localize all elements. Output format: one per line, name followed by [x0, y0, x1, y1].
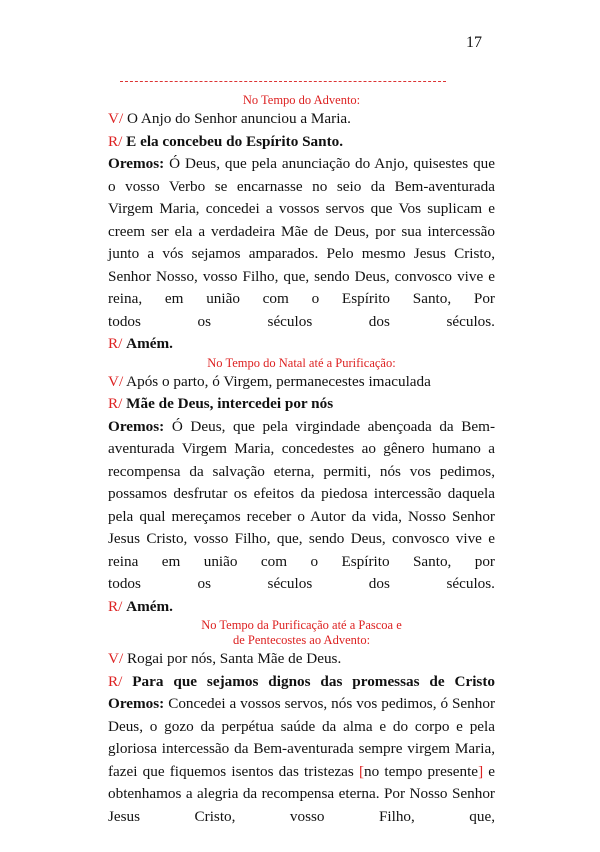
response-marker: R/ [108, 132, 123, 150]
prayer-text: Ó Deus, que pela virgindade abençoada da Bem-aventurada Virgem Maria, concedestes ao gênero humano a recompensa da salvação eterna, permiti, nós vos pedimos, possamos desfrutar os efeitos da piedosa intercessão daquela pela qual mereçamos receber o Autor da vida, Nosso Senhor Jesus Cristo, vosso Filho, que, sendo Deus, convosco vive e reina em união com o Espírito Santo, por [108, 417, 496, 570]
response-line [108, 671, 495, 694]
prayer-label: Oremos: [108, 417, 165, 435]
page-content [108, 93, 495, 828]
prayer-closing [108, 573, 495, 596]
amen-line [108, 333, 495, 356]
prayer-text-part1: Concedei a vossos servos, nós vos pedimos, ó Senhor Deus, o gozo da perpétua saúde da alma e do corpo e pela gloriosa intercessão da Bem-aventurada sempre virgem Maria, fazei que fiquemos isentos das tristezas [108, 695, 496, 780]
closing-word: dos [368, 312, 390, 330]
closing-word: os [197, 312, 211, 330]
response-text: Mãe de Deus, intercedei por nós [126, 395, 334, 412]
amen-line [108, 596, 495, 619]
bracket-close: ] [478, 762, 484, 780]
versicle-marker: V/ [108, 110, 124, 127]
prayer-label: Oremos: [108, 155, 165, 172]
amen-text: Amém. [126, 597, 173, 615]
bracket-open: [ [358, 762, 365, 780]
page-number: 17 [466, 34, 482, 51]
closing-word: todos [108, 312, 141, 330]
versicle-line [108, 371, 495, 394]
amen-text: Amém. [126, 335, 173, 352]
prayer-closing [108, 311, 495, 334]
versicle-marker: V/ [108, 650, 124, 667]
closing-word: séculos [267, 312, 313, 330]
section-caption: No Tempo do Advento: [242, 93, 361, 107]
prayer-text: Ó Deus, que pela anunciação do Anjo, quisestes que o vosso Verbo se encarnasse no seio da Bem-aventurada Virgem Maria, concedei a vossos servos que Vos suplicam e creem ser ela a verdadeira Mãe de Deus, por sua intercessão junto a vós sejamos amparados. Pelo mesmo Jesus Cristo, Senhor Nosso, vosso Filho, que, sendo Deus, convosco vive e reina, em união com o Espírito Santo, Por [108, 155, 495, 307]
closing-word: dos [368, 575, 390, 592]
versicle-text: Rogai por nós, Santa Mãe de Deus. [126, 650, 342, 667]
response-text: E ela concebeu do Espírito Santo. [126, 132, 344, 150]
section-caption-line1: No Tempo da Purificação até a Pascoa e [201, 618, 402, 632]
section-caption: No Tempo do Natal até a Purificação: [207, 355, 396, 370]
response-line [108, 393, 495, 416]
amen-marker: R/ [108, 335, 123, 352]
response-marker: R/ [108, 395, 123, 412]
prayer-label: Oremos: [108, 695, 165, 712]
separator-dashed-line [120, 81, 446, 82]
closing-word: séculos. [446, 575, 495, 592]
section-purification [108, 618, 495, 828]
prayer-paragraph [108, 416, 495, 574]
response-marker: R/ [108, 672, 123, 690]
versicle-marker: V/ [108, 372, 124, 390]
versicle-text: Após o parto, ó Virgem, permanecestes imaculada [126, 372, 431, 390]
section-advent [108, 93, 495, 356]
prayer-text-part2: e obtenhamos a alegria da recompensa eterna. Por Nosso Senhor Jesus Cristo, vosso Filho, que, [108, 762, 496, 825]
versicle-text: O Anjo do Senhor anunciou a Maria. [126, 110, 351, 127]
closing-word: os [197, 575, 211, 592]
versicle-line [108, 648, 495, 671]
section-caption-line2: de Pentecostes ao Advento: [232, 633, 371, 647]
versicle-line [108, 108, 495, 131]
response-text: Para que sejamos dignos das promessas de Cristo [132, 672, 495, 690]
closing-word: todos [108, 575, 141, 592]
prayer-paragraph [108, 693, 495, 828]
amen-marker: R/ [108, 597, 123, 615]
closing-word: séculos. [446, 312, 495, 330]
response-line [108, 131, 495, 154]
prayer-paragraph [108, 153, 495, 311]
bracketed-text: no tempo presente [364, 762, 479, 780]
closing-word: séculos [267, 575, 313, 592]
section-christmas [108, 356, 495, 619]
